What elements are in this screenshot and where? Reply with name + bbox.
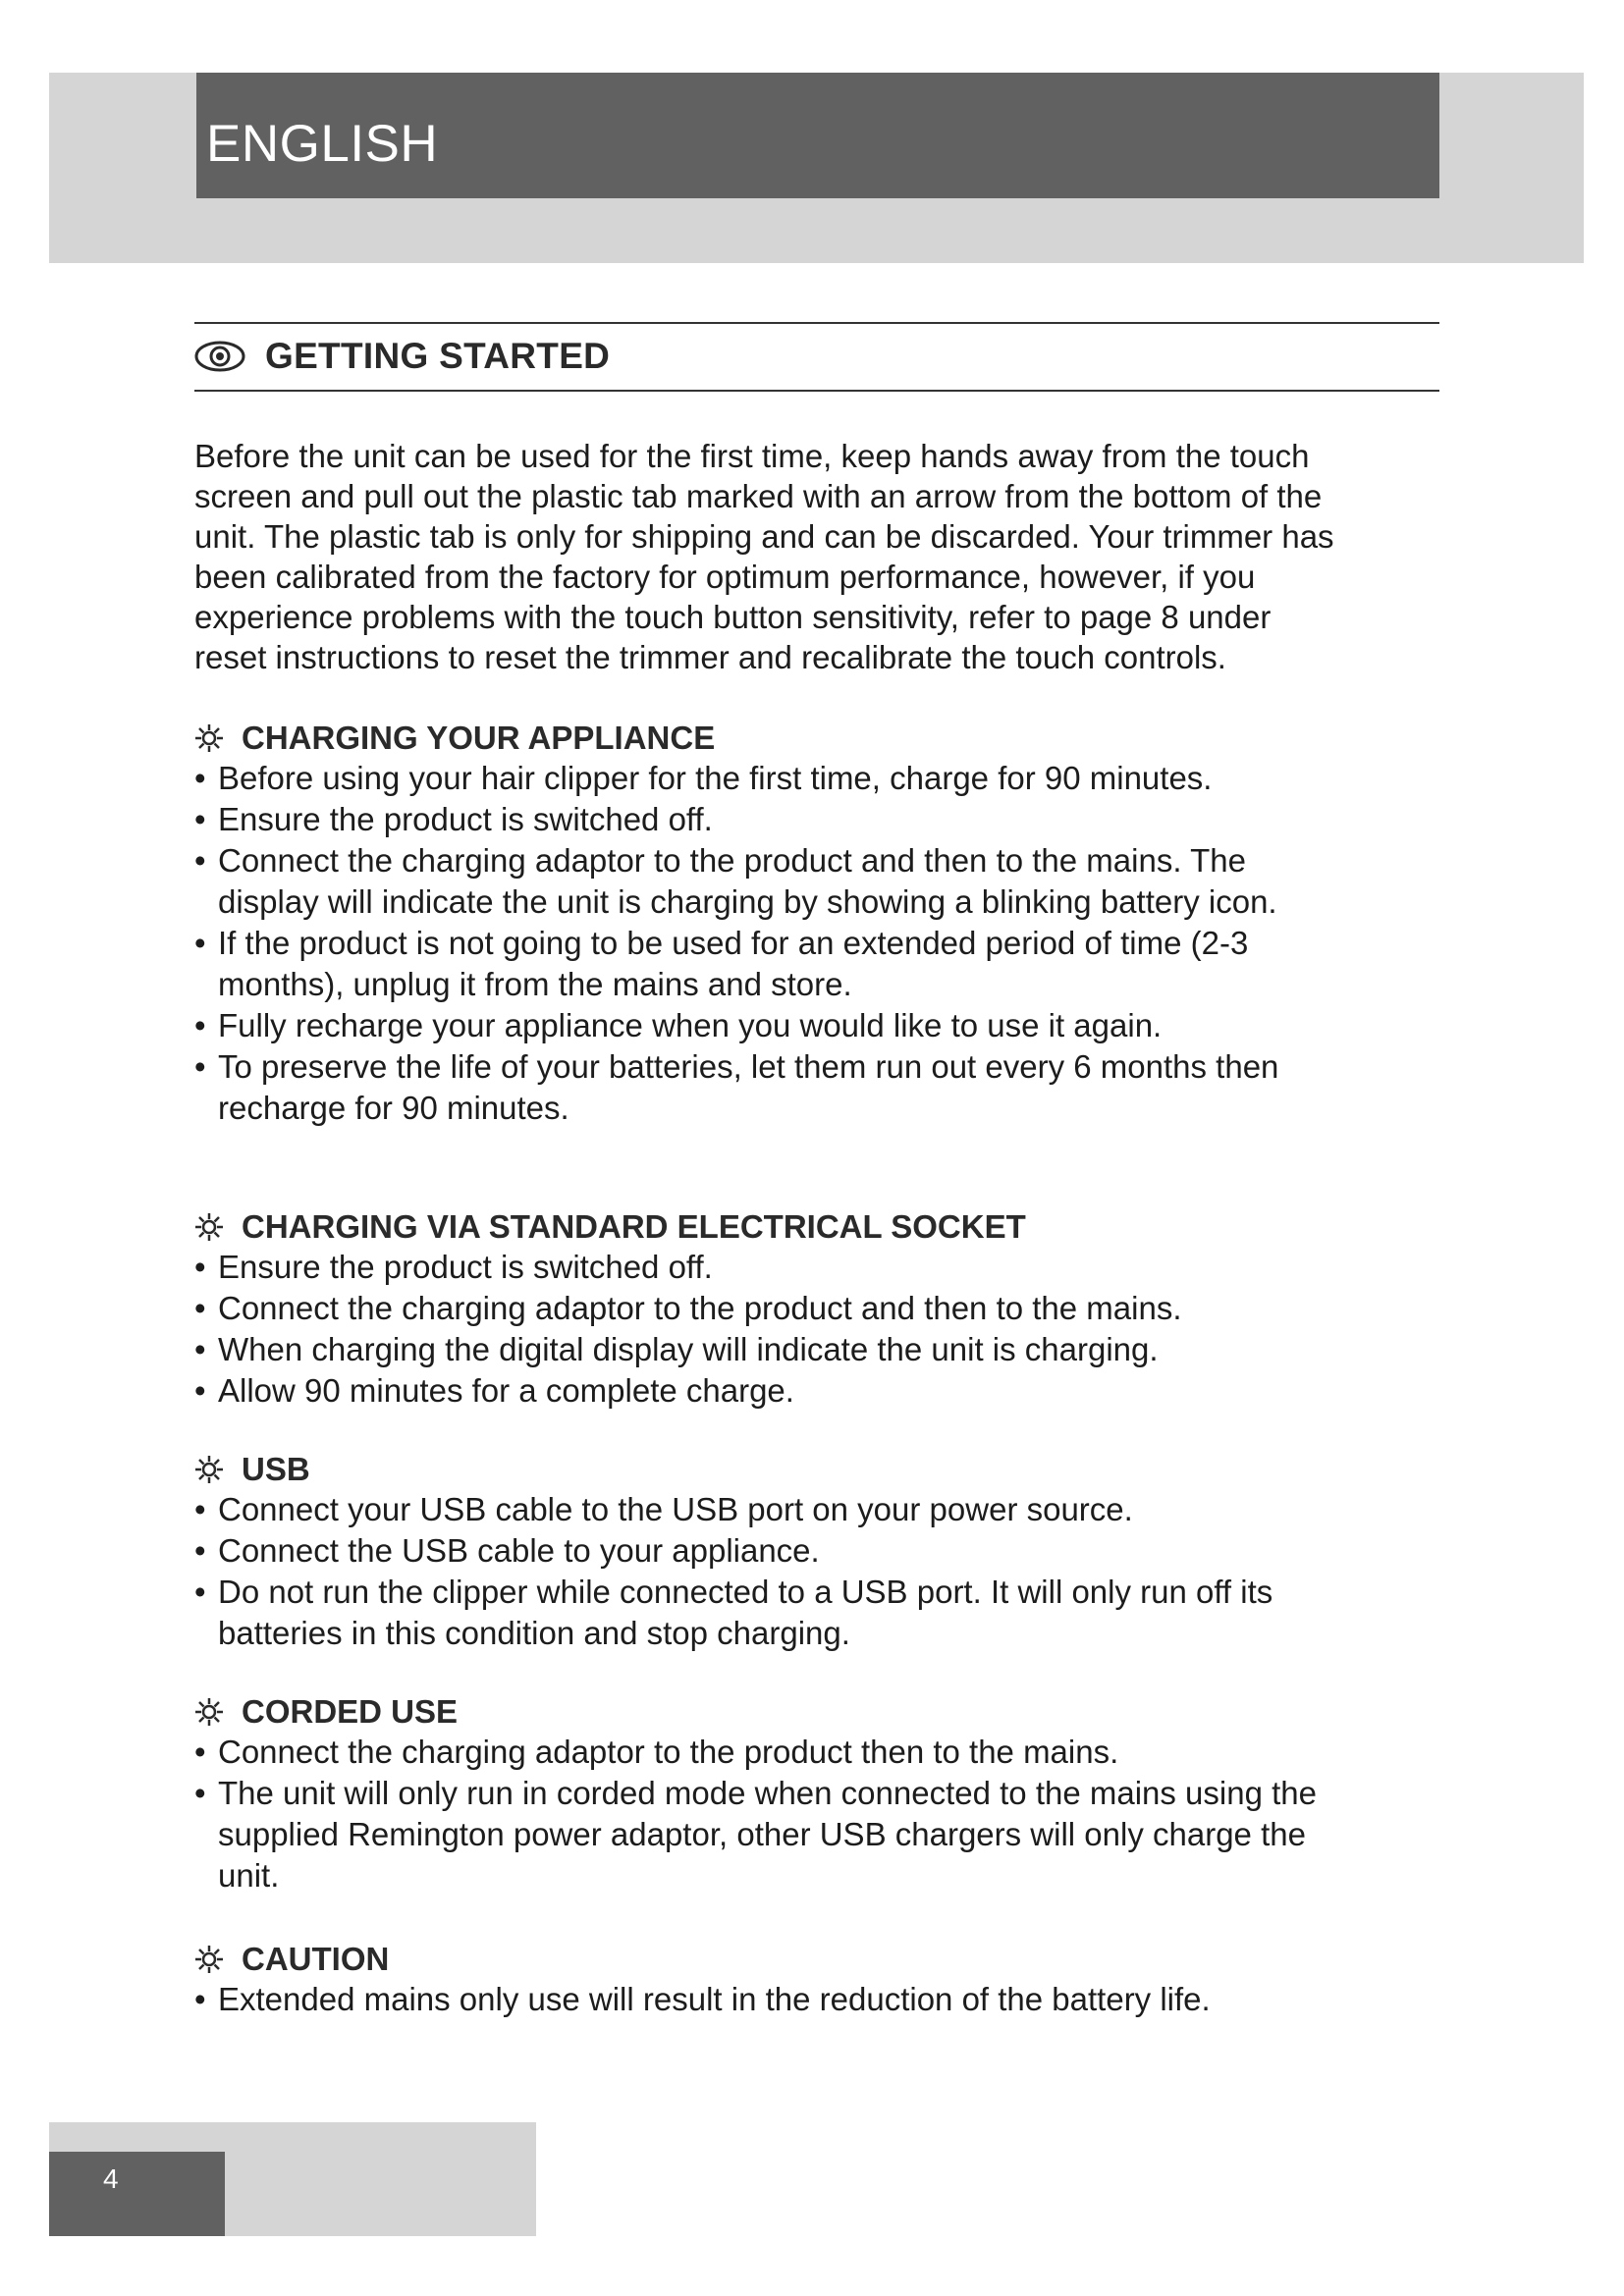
subsection-title: CORDED USE: [242, 1693, 459, 1730]
subsection-heading: [194, 1207, 1471, 1247]
page-number: 4: [103, 2163, 119, 2194]
intro-line: Before the unit can be used for the first time, keep hands away from the touch: [194, 438, 1310, 474]
list-item: • Before using your hair clipper for the first time, charge for 90 minutes.: [194, 760, 1213, 796]
intro-line: been calibrated from the factory for optimum performance, however, if you: [194, 559, 1256, 595]
section-heading: [194, 336, 610, 377]
sun-icon: [194, 723, 224, 753]
list-item: • The unit will only run in corded mode when connected to the mains using the supplied Remington power adaptor, other USB chargers will only charge the unit.: [194, 1775, 1317, 1894]
intro-line: reset instructions to reset the trimmer and recalibrate the touch controls.: [194, 639, 1226, 675]
footer-page-box: [49, 2152, 225, 2236]
section-top-rule: [194, 322, 1439, 324]
list-item: • Extended mains only use will result in the reduction of the battery life.: [194, 1981, 1211, 2017]
list-item: • Connect the charging adaptor to the product then to the mains.: [194, 1734, 1119, 1770]
subsection-usb: [194, 1450, 1471, 1654]
subsection-heading: [194, 1692, 1471, 1732]
list-item: • When charging the digital display will indicate the unit is charging.: [194, 1331, 1159, 1367]
intro-line: screen and pull out the plastic tab marked with an arrow from the bottom of the: [194, 478, 1323, 514]
intro-line: unit. The plastic tab is only for shipping and can be discarded. Your trimmer has: [194, 518, 1334, 555]
list-item: • Connect the charging adaptor to the product and then to the mains.: [194, 1290, 1182, 1326]
list-item: • Do not run the clipper while connected to a USB port. It will only run off its batteries in this condition and stop charging.: [194, 1574, 1273, 1651]
subsection-title: CAUTION: [242, 1941, 390, 1977]
intro-line: experience problems with the touch button sensitivity, refer to page 8 under: [194, 599, 1272, 635]
list-item: • Ensure the product is switched off.: [194, 801, 713, 837]
section-bottom-rule: [194, 390, 1439, 392]
list-item: • Fully recharge your appliance when you would like to use it again.: [194, 1007, 1163, 1043]
intro-paragraph: [194, 436, 1432, 677]
sun-icon: [194, 1945, 224, 1974]
list-item: • Allow 90 minutes for a complete charge.: [194, 1372, 794, 1409]
eye-icon: [194, 337, 245, 376]
section-title: GETTING STARTED: [265, 336, 611, 376]
list-item: • Connect the USB cable to your appliance.: [194, 1532, 820, 1569]
subsection-title: USB: [242, 1451, 310, 1487]
list-item: • Connect your USB cable to the USB port on your power source.: [194, 1491, 1133, 1527]
sun-icon: [194, 1697, 224, 1727]
list-item: • Ensure the product is switched off.: [194, 1249, 713, 1285]
subsection-charging-via-socket: [194, 1207, 1471, 1412]
subsection-caution: [194, 1940, 1471, 2020]
subsection-title: CHARGING YOUR APPLIANCE: [242, 720, 716, 756]
subsection-heading: [194, 1940, 1471, 1979]
subsection-charging-your-appliance: [194, 719, 1471, 1129]
subsection-corded-use: [194, 1692, 1471, 1896]
sun-icon: [194, 1212, 224, 1242]
subsection-heading: [194, 719, 1471, 758]
list-item: • To preserve the life of your batteries, let them run out every 6 months then recharge for 90 minutes.: [194, 1048, 1279, 1126]
subsection-title: CHARGING VIA STANDARD ELECTRICAL SOCKET: [242, 1208, 1026, 1245]
language-title: ENGLISH: [206, 115, 439, 173]
sun-icon: [194, 1455, 224, 1484]
subsection-heading: [194, 1450, 1471, 1489]
list-item: • If the product is not going to be used for an extended period of time (2-3 months), unplug it from the mains and store.: [194, 925, 1249, 1002]
list-item: • Connect the charging adaptor to the product and then to the mains. The display will indicate the unit is charging by showing a blinking battery icon.: [194, 842, 1277, 920]
